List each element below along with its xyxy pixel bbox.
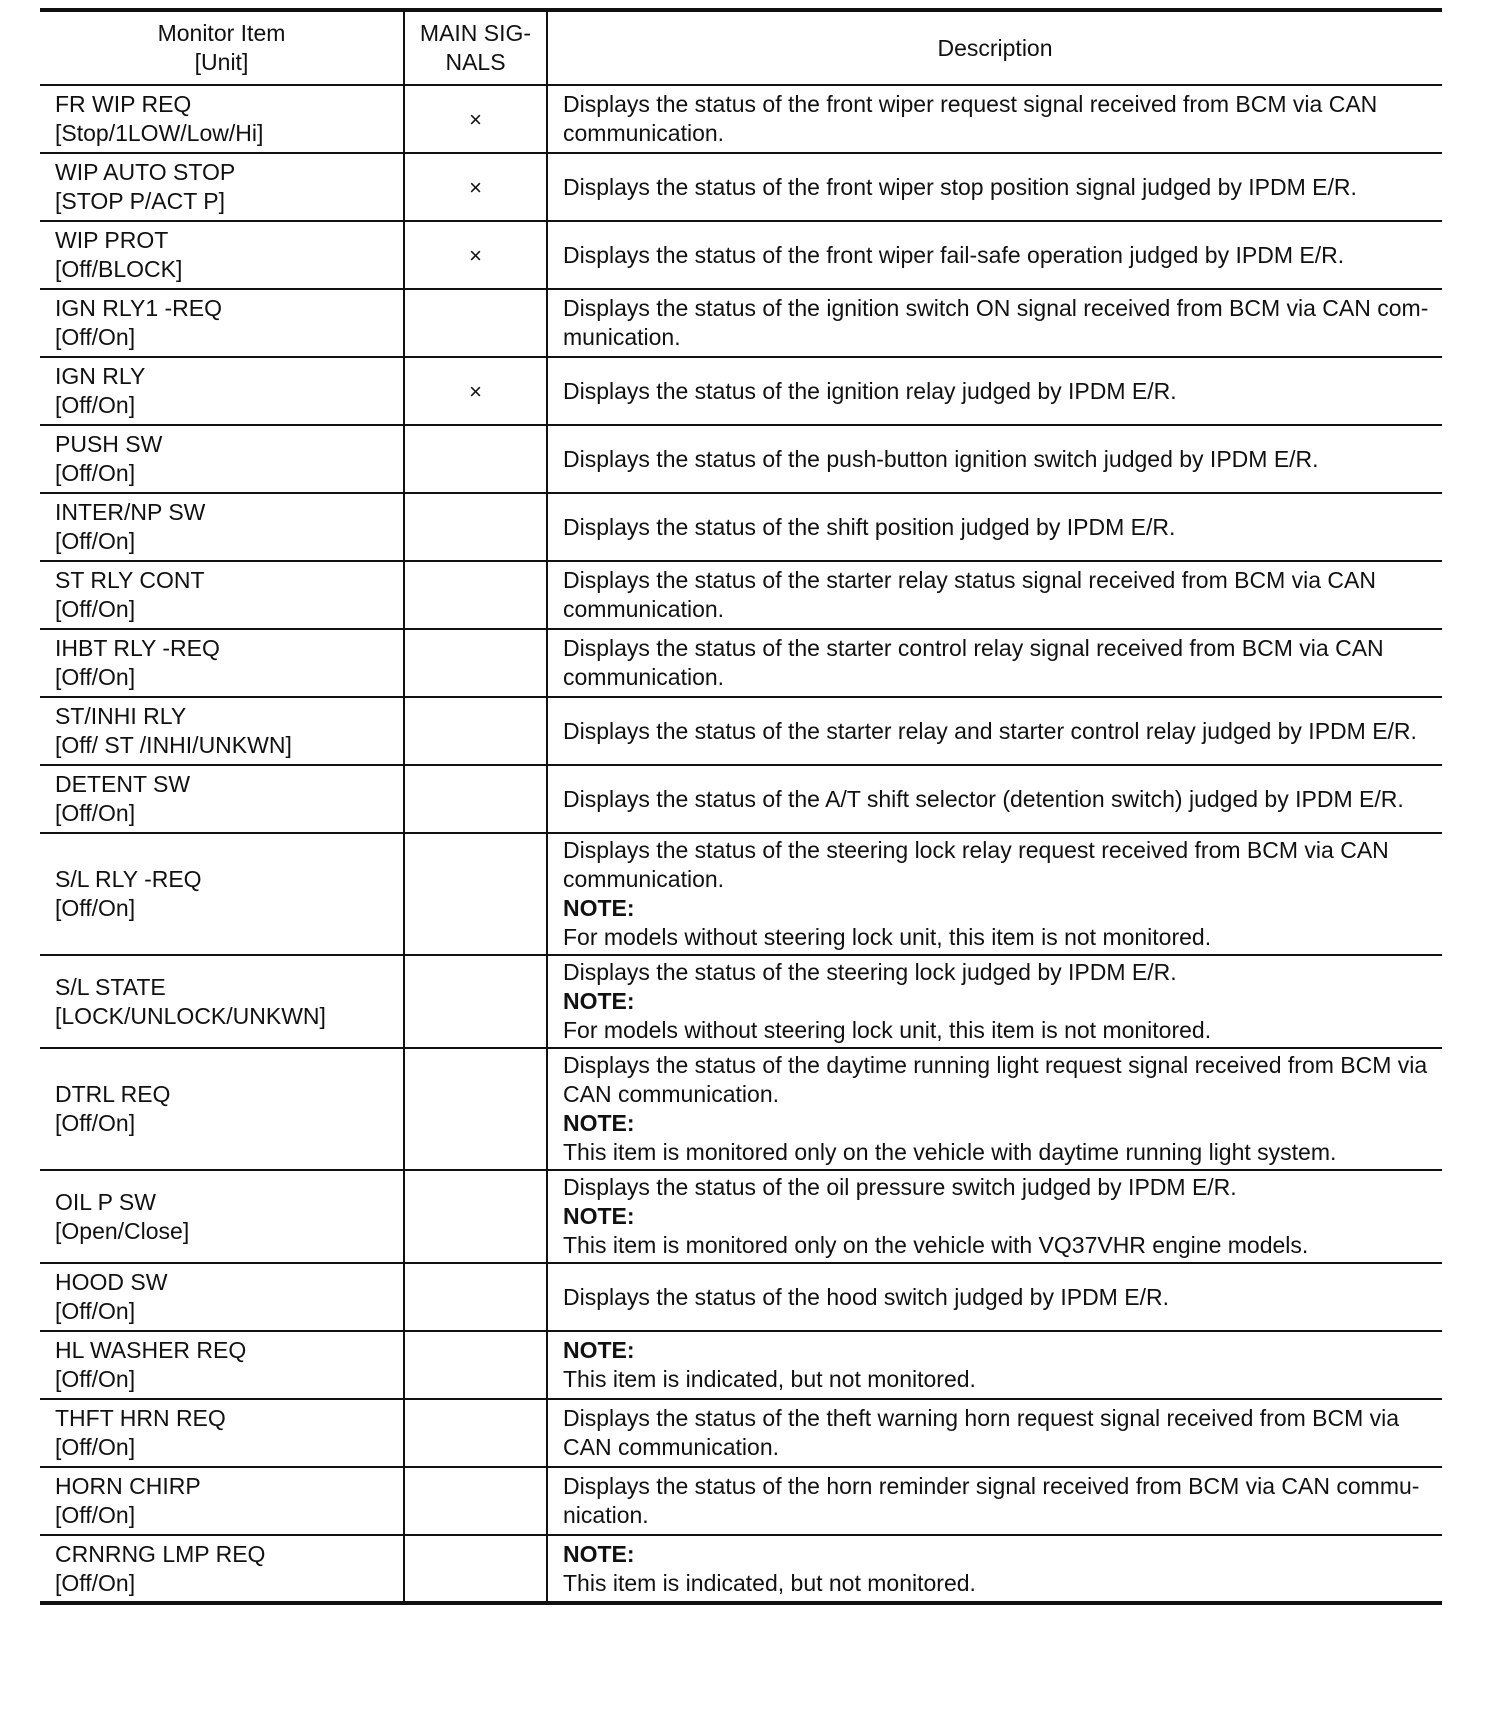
monitor-item-unit: [Off/On] [55, 1298, 136, 1324]
monitor-item-cell [40, 1170, 404, 1263]
description-cell [547, 1399, 1442, 1467]
monitor-item-cell [40, 561, 404, 629]
table-row [40, 1331, 1442, 1399]
monitor-item-cell [40, 153, 404, 221]
main-signal-mark: × [469, 242, 482, 268]
monitor-item-name: DETENT SW [55, 771, 191, 797]
monitor-item-name: ST RLY CONT [55, 567, 205, 593]
table-row [40, 1535, 1442, 1603]
description-text: Displays the status of the ignition switch ON signal received from BCM via CAN com-munication. [563, 295, 1429, 350]
monitor-item-unit: [Off/On] [55, 1434, 136, 1460]
table-row [40, 289, 1442, 357]
description-text: Displays the status of the A/T shift selector (detention switch) judged by IPDM E/R. [563, 785, 1404, 812]
monitor-item-name: PUSH SW [55, 431, 163, 457]
note-text: This item is monitored only on the vehicle with daytime running light system. [563, 1139, 1337, 1165]
description-text: Displays the status of the theft warning horn request signal received from BCM via CAN communication. [563, 1405, 1400, 1460]
monitor-item-unit: [Off/ ST /INHI/UNKWN] [55, 732, 292, 758]
monitor-item-unit: [Off/On] [55, 596, 136, 622]
monitor-item-unit: [Off/On] [55, 1110, 136, 1136]
monitor-item-unit: [Off/On] [55, 528, 136, 554]
description-text: Displays the status of the front wiper stop position signal judged by IPDM E/R. [563, 173, 1357, 200]
table-row [40, 765, 1442, 833]
main-signal-cell [404, 153, 547, 221]
main-signal-cell [404, 629, 547, 697]
monitor-item-name: IGN RLY [55, 363, 146, 389]
monitor-item-unit: [Off/On] [55, 895, 136, 921]
monitor-item-name: WIP AUTO STOP [55, 159, 236, 185]
table-body [40, 85, 1442, 1603]
monitor-item-cell [40, 955, 404, 1048]
monitor-item-name: IGN RLY1 -REQ [55, 295, 222, 321]
table-row [40, 153, 1442, 221]
description-text: Displays the status of the steering lock judged by IPDM E/R. [563, 959, 1177, 985]
monitor-item-unit: [Off/On] [55, 800, 136, 826]
description-cell [547, 425, 1442, 493]
description-text: Displays the status of the daytime running light request signal received from BCM via CAN communication. [563, 1052, 1428, 1107]
main-signal-cell [404, 1263, 547, 1331]
note-text: For models without steering lock unit, this item is not monitored. [563, 1017, 1212, 1043]
description-text: Displays the status of the oil pressure switch judged by IPDM E/R. [563, 1174, 1237, 1200]
monitor-item-unit: [Off/On] [55, 1569, 136, 1596]
main-signal-cell [404, 765, 547, 833]
main-signal-cell [404, 1399, 547, 1467]
header-main-signals [404, 10, 547, 85]
table-row [40, 629, 1442, 697]
main-signal-cell [404, 1467, 547, 1535]
table-row [40, 85, 1442, 153]
table-header-row [40, 10, 1442, 85]
description-text: Displays the status of the push-button ignition switch judged by IPDM E/R. [563, 445, 1319, 472]
note-label: NOTE: [563, 1203, 635, 1229]
description-text: Displays the status of the ignition relay judged by IPDM E/R. [563, 377, 1177, 404]
table-row [40, 1467, 1442, 1535]
note-text: This item is monitored only on the vehicle with VQ37VHR engine models. [563, 1232, 1309, 1258]
description-text: Displays the status of the hood switch judged by IPDM E/R. [563, 1283, 1169, 1310]
main-signal-cell [404, 561, 547, 629]
description-cell [547, 85, 1442, 153]
description-cell [547, 1535, 1442, 1603]
main-signal-cell [404, 289, 547, 357]
monitor-item-cell [40, 289, 404, 357]
main-signal-cell [404, 955, 547, 1048]
description-cell [547, 955, 1442, 1048]
monitor-item-unit: [Off/On] [55, 1366, 136, 1392]
monitor-item-name: FR WIP REQ [55, 91, 192, 117]
monitor-item-cell [40, 1399, 404, 1467]
description-cell [547, 765, 1442, 833]
description-cell [547, 1048, 1442, 1170]
header-monitor-item-label: Monitor Item [157, 20, 286, 46]
monitor-item-name: WIP PROT [55, 227, 169, 253]
monitor-item-cell [40, 697, 404, 765]
monitor-item-cell [40, 1331, 404, 1399]
monitor-item-name: IHBT RLY -REQ [55, 635, 220, 661]
description-cell [547, 1331, 1442, 1399]
monitor-item-name: ST/INHI RLY [55, 703, 187, 729]
table-row [40, 1399, 1442, 1467]
header-main-signals-line1: MAIN SIG- [419, 20, 532, 46]
description-text: Displays the status of the steering lock relay request received from BCM via CAN communication. [563, 837, 1389, 892]
note-text: This item is indicated, but not monitored. [563, 1366, 976, 1392]
monitor-item-name: THFT HRN REQ [55, 1405, 226, 1431]
note-text: For models without steering lock unit, this item is not monitored. [563, 924, 1212, 950]
main-signal-cell [404, 1331, 547, 1399]
main-signal-cell [404, 85, 547, 153]
monitor-item-name: INTER/NP SW [55, 499, 206, 525]
description-text: Displays the status of the shift position judged by IPDM E/R. [563, 513, 1176, 540]
main-signal-cell [404, 833, 547, 955]
monitor-item-unit: [Off/On] [55, 664, 136, 690]
description-cell [547, 221, 1442, 289]
monitor-item-name: HORN CHIRP [55, 1473, 201, 1499]
monitor-item-cell [40, 629, 404, 697]
main-signal-cell [404, 221, 547, 289]
monitor-item-unit: [Off/BLOCK] [55, 256, 183, 282]
monitor-item-cell [40, 1263, 404, 1331]
table-row [40, 357, 1442, 425]
table-row [40, 561, 1442, 629]
monitor-item-document [40, 8, 1442, 1605]
monitor-item-unit: [Off/On] [55, 324, 136, 350]
table-row [40, 1170, 1442, 1263]
description-cell [547, 697, 1442, 765]
monitor-item-name: CRNRNG LMP REQ [55, 1540, 266, 1567]
monitor-item-unit: [Off/On] [55, 460, 136, 486]
monitor-item-cell [40, 1048, 404, 1170]
main-signal-cell [404, 493, 547, 561]
header-monitor-item [40, 10, 404, 85]
description-cell [547, 833, 1442, 955]
table-row [40, 833, 1442, 955]
description-text: Displays the status of the starter relay and starter control relay judged by IPDM E/R. [563, 717, 1417, 744]
monitor-item-cell [40, 493, 404, 561]
table-row [40, 697, 1442, 765]
description-text: Displays the status of the front wiper request signal received from BCM via CAN communication. [563, 91, 1378, 146]
description-cell [547, 1170, 1442, 1263]
table-row [40, 493, 1442, 561]
description-cell [547, 493, 1442, 561]
monitor-item-unit: [Off/On] [55, 1502, 136, 1528]
monitor-item-cell [40, 357, 404, 425]
main-signal-cell [404, 425, 547, 493]
table-row [40, 955, 1442, 1048]
header-description: Description [547, 10, 1442, 85]
main-signal-cell [404, 357, 547, 425]
description-cell [547, 561, 1442, 629]
note-text: This item is indicated, but not monitored. [563, 1569, 976, 1596]
monitor-item-unit: [STOP P/ACT P] [55, 188, 226, 214]
table-row [40, 221, 1442, 289]
note-label: NOTE: [563, 895, 635, 921]
main-signal-mark: × [469, 106, 482, 132]
monitor-item-name: HL WASHER REQ [55, 1337, 247, 1363]
description-text: Displays the status of the front wiper fail-safe operation judged by IPDM E/R. [563, 241, 1345, 268]
monitor-item-name: OIL P SW [55, 1188, 156, 1215]
description-cell [547, 1263, 1442, 1331]
monitor-item-cell [40, 221, 404, 289]
note-label: NOTE: [563, 1540, 635, 1567]
main-signal-cell [404, 697, 547, 765]
monitor-item-name: DTRL REQ [55, 1081, 171, 1107]
description-text: Displays the status of the horn reminder signal received from BCM via CAN commu-nication. [563, 1473, 1420, 1528]
note-label: NOTE: [563, 1337, 635, 1363]
main-signal-cell [404, 1048, 547, 1170]
main-signal-cell [404, 1535, 547, 1603]
monitor-item-cell [40, 765, 404, 833]
description-text: Displays the status of the starter control relay signal received from BCM via CAN communication. [563, 635, 1384, 690]
monitor-item-name: S/L RLY -REQ [55, 866, 202, 892]
table-row [40, 1048, 1442, 1170]
monitor-item-table [40, 8, 1442, 1605]
description-cell [547, 1467, 1442, 1535]
monitor-item-unit: [LOCK/UNLOCK/UNKWN] [55, 1002, 326, 1029]
note-label: NOTE: [563, 988, 635, 1014]
monitor-item-cell [40, 425, 404, 493]
monitor-item-cell [40, 85, 404, 153]
main-signal-mark: × [469, 174, 482, 200]
description-text: Displays the status of the starter relay status signal received from BCM via CAN communication. [563, 567, 1376, 622]
main-signal-cell [404, 1170, 547, 1263]
monitor-item-name: S/L STATE [55, 973, 166, 1000]
description-cell [547, 629, 1442, 697]
table-row [40, 1263, 1442, 1331]
monitor-item-cell [40, 1535, 404, 1603]
description-cell [547, 289, 1442, 357]
monitor-item-unit: [Open/Close] [55, 1217, 190, 1244]
monitor-item-unit: [Stop/1LOW/Low/Hi] [55, 120, 264, 146]
table-row [40, 425, 1442, 493]
note-label: NOTE: [563, 1110, 635, 1136]
header-unit-label: [Unit] [194, 49, 249, 75]
monitor-item-cell [40, 1467, 404, 1535]
monitor-item-cell [40, 833, 404, 955]
header-main-signals-line2: NALS [445, 49, 506, 75]
description-cell [547, 153, 1442, 221]
monitor-item-name: HOOD SW [55, 1269, 168, 1295]
monitor-item-unit: [Off/On] [55, 392, 136, 418]
main-signal-mark: × [469, 378, 482, 404]
description-cell [547, 357, 1442, 425]
